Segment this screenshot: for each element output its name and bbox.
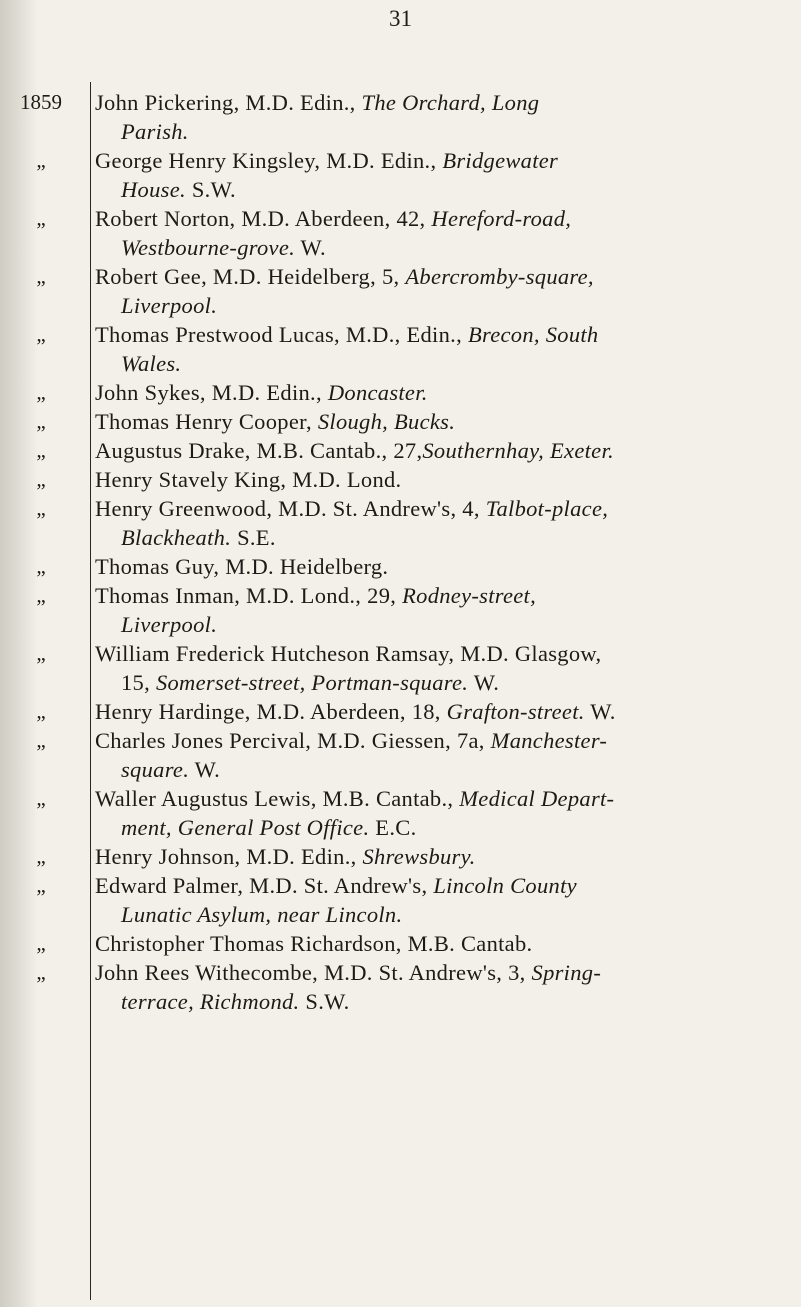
entry-name: John Pickering, M.D. Edin.,	[95, 90, 362, 115]
entry-year: „	[36, 583, 46, 607]
entry-tail: W.	[584, 699, 616, 724]
entry-text	[95, 436, 790, 465]
entry-continuation-plain: 15,	[121, 670, 156, 695]
entry-text	[95, 204, 790, 262]
list-item	[0, 552, 801, 581]
entry-year: „	[36, 641, 46, 665]
list-item	[0, 262, 801, 320]
entry-address: Shrewsbury.	[362, 844, 476, 869]
entry-continuation-tail: W.	[189, 757, 221, 782]
entry-text	[95, 726, 790, 784]
entry-continuation	[95, 349, 790, 378]
entry-name: Thomas Prestwood Lucas, M.D., Edin.,	[95, 322, 468, 347]
entry-list	[0, 88, 801, 1016]
entry-name: Thomas Guy, M.D. Heidelberg.	[95, 554, 389, 579]
entry-continuation-address: Liverpool.	[121, 293, 218, 318]
entry-continuation	[95, 233, 790, 262]
entry-text	[95, 320, 790, 378]
entry-year: „	[36, 844, 46, 868]
list-item	[0, 146, 801, 204]
entry-text	[95, 929, 790, 958]
entry-continuation-address: Lunatic Asylum, near Lincoln.	[121, 902, 403, 927]
entry-year: „	[36, 148, 46, 172]
entry-year: „	[36, 380, 46, 404]
entry-year: „	[36, 786, 46, 810]
entry-name: Robert Gee, M.D. Heidelberg, 5,	[95, 264, 406, 289]
entry-address: Doncaster.	[327, 380, 428, 405]
entry-name: Augustus Drake, M.B. Cantab., 27,	[95, 438, 423, 463]
entry-continuation	[95, 987, 790, 1016]
entry-text	[95, 871, 790, 929]
entry-continuation	[95, 291, 790, 320]
entry-text	[95, 262, 790, 320]
list-item	[0, 871, 801, 929]
entry-address: Bridgewater	[442, 148, 559, 173]
entry-name: Robert Norton, M.D. Aberdeen, 42,	[95, 206, 432, 231]
entry-name: Charles Jones Percival, M.D. Giessen, 7a,	[95, 728, 491, 753]
entry-continuation-address: Liverpool.	[121, 612, 218, 637]
list-item	[0, 639, 801, 697]
entry-name: Thomas Henry Cooper,	[95, 409, 318, 434]
entry-continuation-tail: S.W.	[299, 989, 350, 1014]
entry-continuation-tail: W.	[468, 670, 500, 695]
entry-name: George Henry Kingsley, M.D. Edin.,	[95, 148, 443, 173]
list-item	[0, 436, 801, 465]
entry-continuation-address: Blackheath.	[121, 525, 232, 550]
entry-text	[95, 146, 790, 204]
entry-text	[95, 697, 790, 726]
list-item	[0, 204, 801, 262]
entry-address: Medical Depart-	[459, 786, 615, 811]
list-item	[0, 88, 801, 146]
entry-address: Spring-	[531, 960, 602, 985]
entry-address: Abercromby-square,	[405, 264, 594, 289]
entry-text	[95, 784, 790, 842]
entry-address: Southernhay, Exeter.	[422, 438, 614, 463]
list-item	[0, 465, 801, 494]
entry-text	[95, 378, 790, 407]
entry-address: The Orchard, Long	[361, 90, 540, 115]
entry-year: „	[36, 960, 46, 984]
list-item	[0, 407, 801, 436]
entry-continuation-address: Westbourne-grove.	[121, 235, 296, 260]
list-item	[0, 842, 801, 871]
entry-name: Henry Greenwood, M.D. St. Andrew's, 4,	[95, 496, 486, 521]
entry-year: „	[36, 873, 46, 897]
entry-text	[95, 958, 790, 1016]
entry-continuation-tail: E.C.	[369, 815, 417, 840]
entry-continuation-address: ment, General Post Office.	[121, 815, 370, 840]
entry-name: Henry Johnson, M.D. Edin.,	[95, 844, 363, 869]
list-item	[0, 929, 801, 958]
entry-name: William Frederick Hutcheson Ramsay, M.D. Glasgow,	[95, 641, 602, 666]
entry-name: Edward Palmer, M.D. St. Andrew's,	[95, 873, 434, 898]
entry-year: „	[36, 931, 46, 955]
entry-continuation-tail: S.E.	[231, 525, 276, 550]
list-item	[0, 378, 801, 407]
entry-continuation	[95, 668, 790, 697]
page-number: 31	[389, 6, 412, 31]
entry-continuation	[95, 610, 790, 639]
entry-continuation	[95, 755, 790, 784]
entry-name: John Rees Withecombe, M.D. St. Andrew's, 3,	[95, 960, 532, 985]
entry-name: Waller Augustus Lewis, M.B. Cantab.,	[95, 786, 460, 811]
entry-continuation-address: square.	[121, 757, 190, 782]
entry-continuation-tail: W.	[295, 235, 326, 260]
entry-year: „	[36, 409, 46, 433]
entry-text	[95, 88, 790, 146]
entry-address: Grafton-street.	[446, 699, 585, 724]
entry-name: John Sykes, M.D. Edin.,	[95, 380, 328, 405]
entry-year: „	[36, 496, 46, 520]
entry-address: Slough, Bucks.	[317, 409, 456, 434]
entry-text	[95, 407, 790, 436]
entry-continuation-address: House.	[121, 177, 186, 202]
list-item	[0, 494, 801, 552]
entry-year: „	[36, 206, 46, 230]
entry-address: Lincoln County	[433, 873, 577, 898]
list-item	[0, 581, 801, 639]
entry-year: „	[36, 467, 46, 491]
entry-year: „	[36, 728, 46, 752]
entry-text	[95, 842, 790, 871]
list-item	[0, 320, 801, 378]
entry-text	[95, 552, 790, 581]
entry-continuation-address: Somerset-street, Portman-square.	[155, 670, 469, 695]
entry-text	[95, 494, 790, 552]
list-item	[0, 958, 801, 1016]
entry-continuation	[95, 813, 790, 842]
entry-address: Manchester-	[490, 728, 608, 753]
entry-continuation-tail: S.W.	[185, 177, 236, 202]
list-item	[0, 726, 801, 784]
entry-continuation	[95, 900, 790, 929]
entry-year: „	[36, 264, 46, 288]
entry-address: Hereford-road,	[431, 206, 572, 231]
entry-continuation-address: Parish.	[121, 119, 189, 144]
entry-year: „	[36, 322, 46, 346]
entry-continuation	[95, 117, 790, 146]
entry-text	[95, 465, 790, 494]
entry-name: Henry Hardinge, M.D. Aberdeen, 18,	[95, 699, 447, 724]
entry-year: „	[36, 438, 46, 462]
entry-year: „	[36, 554, 46, 578]
entry-address: Rodney-street,	[402, 583, 537, 608]
entry-continuation	[95, 175, 790, 204]
entry-year: 1859	[20, 90, 62, 114]
entry-continuation	[95, 523, 790, 552]
list-item	[0, 697, 801, 726]
entry-address: Brecon, South	[467, 322, 599, 347]
list-item	[0, 784, 801, 842]
entry-text	[95, 581, 790, 639]
entry-address: Talbot-place,	[485, 496, 609, 521]
entry-name: Thomas Inman, M.D. Lond., 29,	[95, 583, 403, 608]
entry-year: „	[36, 699, 46, 723]
entry-continuation-address: terrace, Richmond.	[121, 989, 300, 1014]
entry-name: Christopher Thomas Richardson, M.B. Cantab.	[95, 931, 533, 956]
entry-name: Henry Stavely King, M.D. Lond.	[95, 467, 402, 492]
entry-text	[95, 639, 790, 697]
entry-continuation-address: Wales.	[121, 351, 182, 376]
